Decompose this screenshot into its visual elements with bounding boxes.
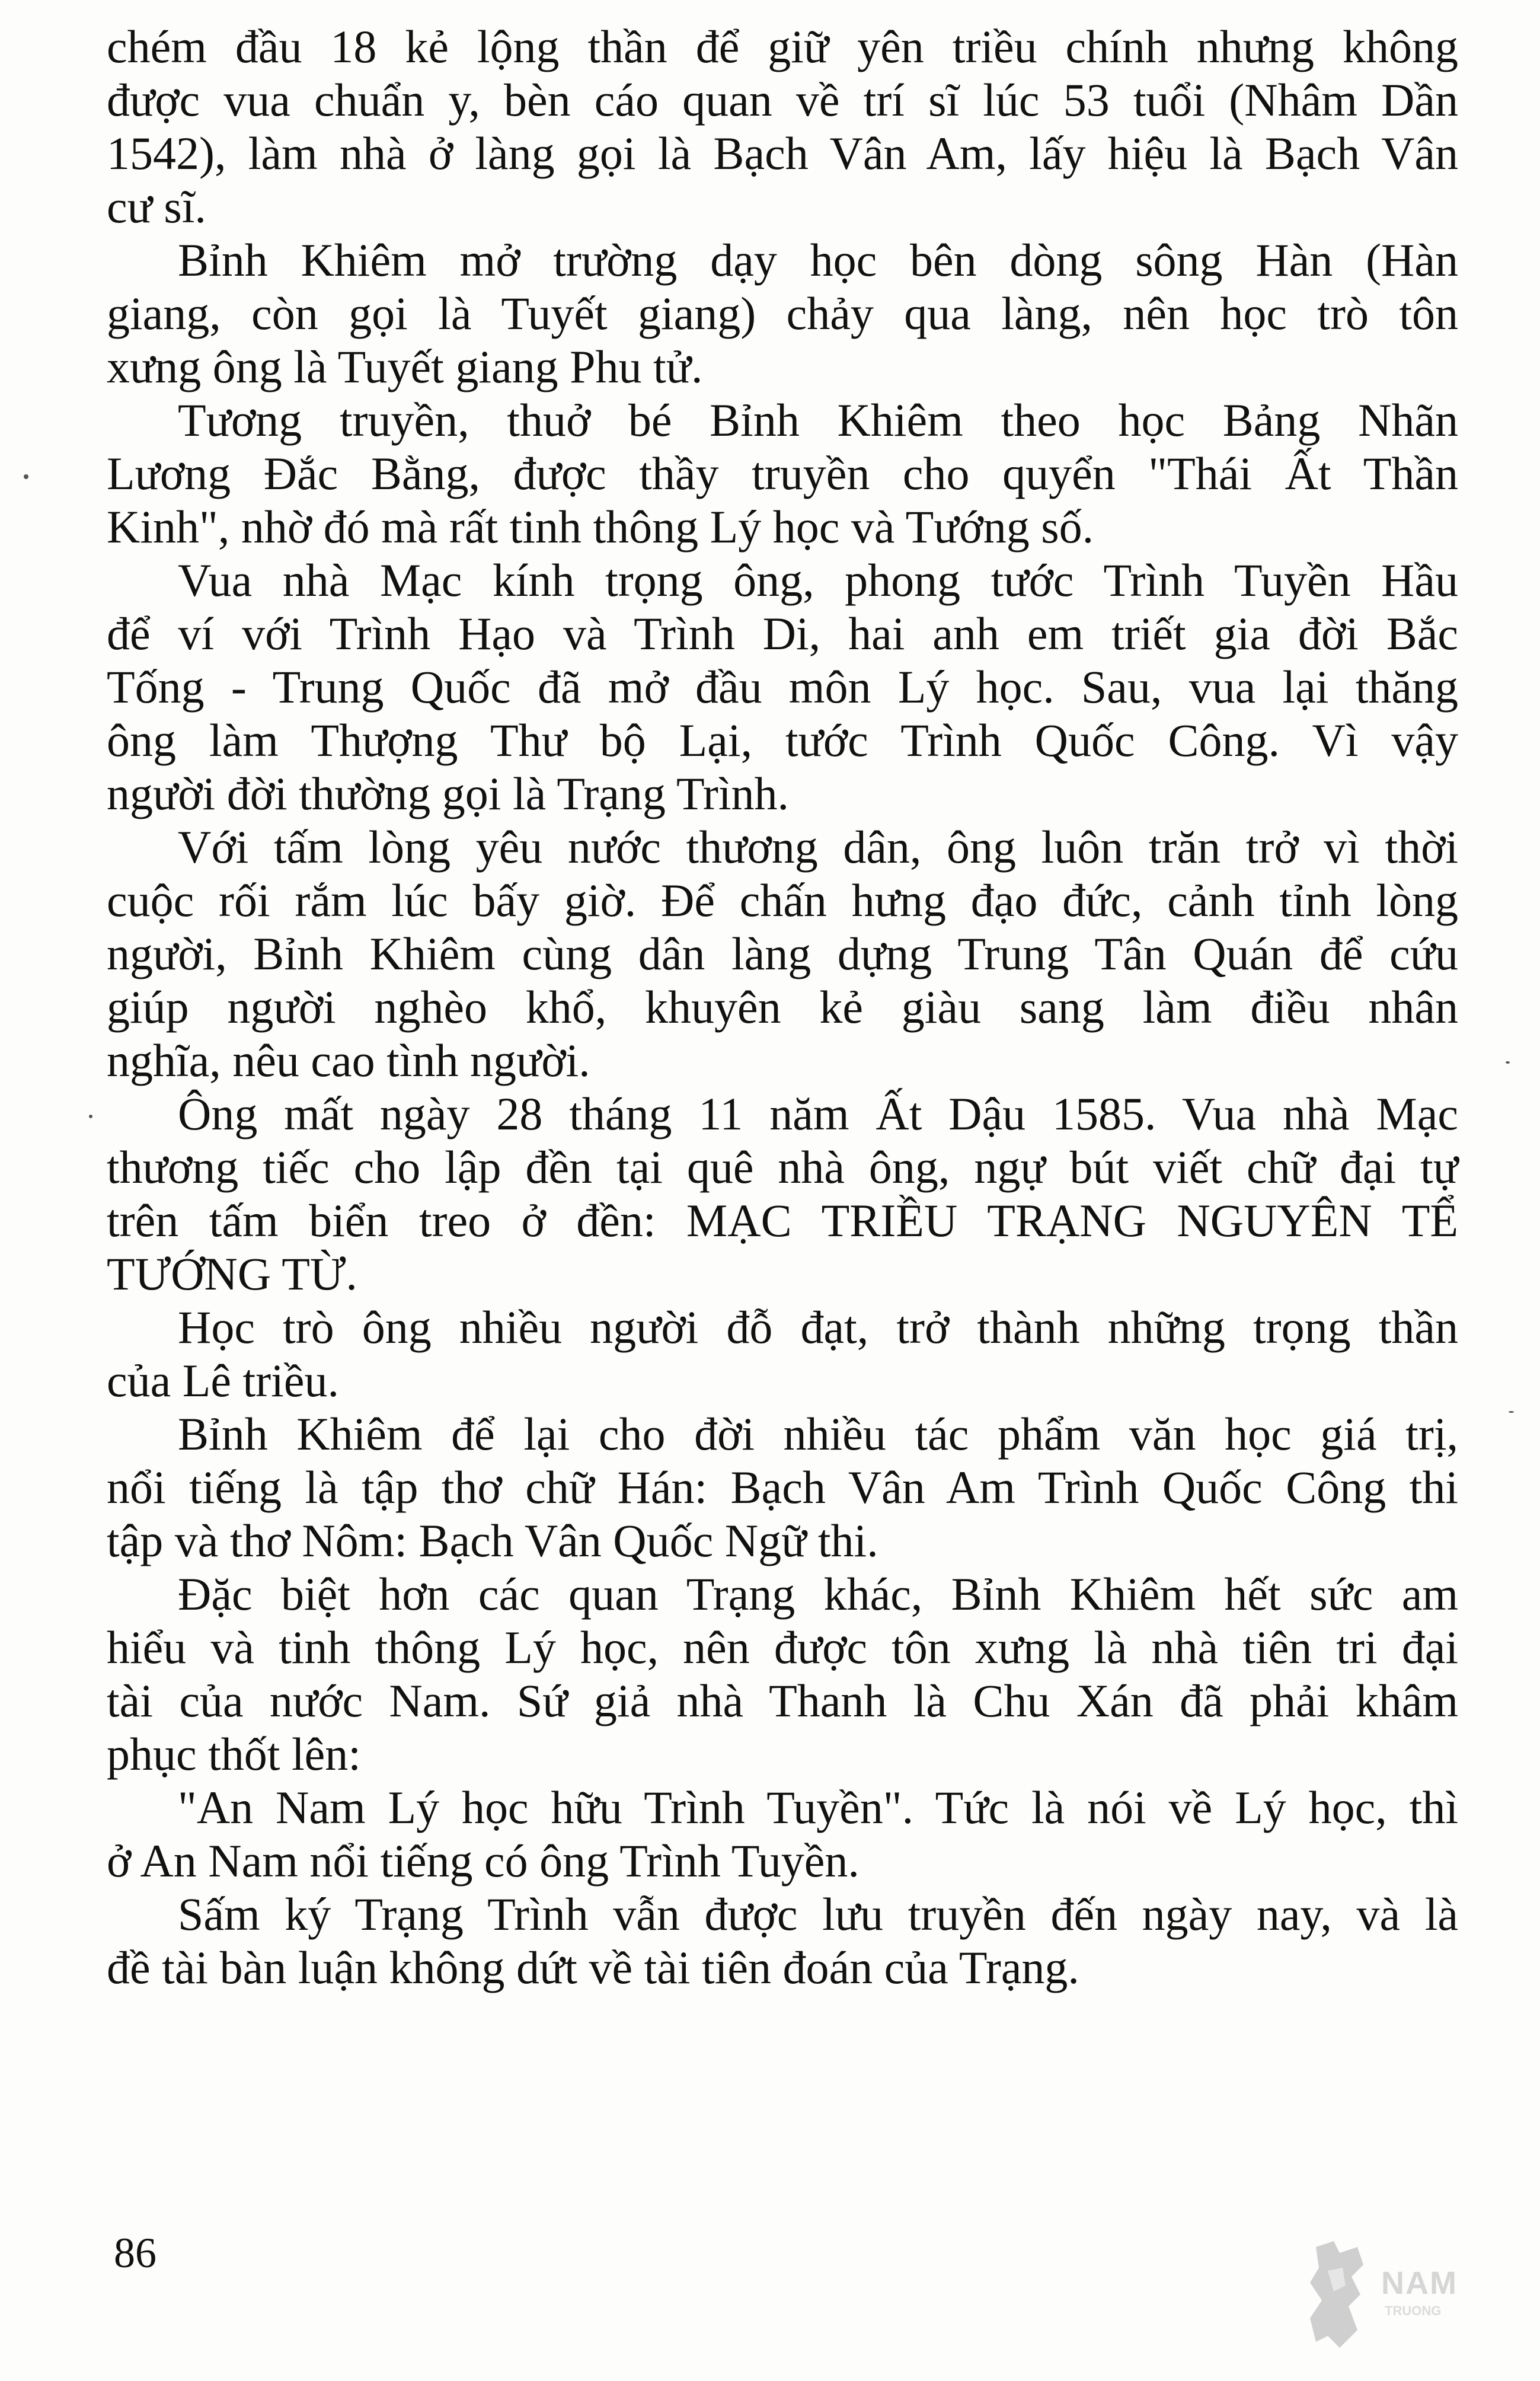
- text-line: của Lê triều.: [107, 1355, 339, 1406]
- text-line: Tương truyền, thuở bé Bỉnh Khiêm theo học Bảng Nhãn: [178, 394, 1458, 446]
- scan-speck: [1506, 1061, 1510, 1064]
- text-line: Kinh", nhờ đó mà rất tinh thông Lý học và Tướng số.: [107, 501, 1094, 553]
- text-line: Bỉnh Khiêm để lại cho đời nhiều tác phẩm văn học giá trị,: [178, 1408, 1458, 1460]
- text-line: Học trò ông nhiều người đỗ đạt, trở thành những trọng thần: [178, 1301, 1458, 1353]
- text-line: phục thốt lên:: [107, 1728, 361, 1780]
- text-line: Tống - Trung Quốc đã mở đầu môn Lý học. Sau, vua lại thăng: [107, 661, 1458, 713]
- text-line: đề tài bàn luận không dứt về tài tiên đoán của Trạng.: [107, 1942, 1079, 1993]
- text-line: tài của nước Nam. Sứ giả nhà Thanh là Chu Xán đã phải khâm: [107, 1675, 1458, 1726]
- text-line: Đặc biệt hơn các quan Trạng khác, Bỉnh Khiêm hết sức am: [178, 1568, 1458, 1620]
- text-line: cuộc rối rắm lúc bấy giờ. Để chấn hưng đạo đức, cảnh tỉnh lòng: [107, 874, 1458, 926]
- scan-speck: [24, 474, 28, 479]
- text-line: để ví với Trình Hạo và Trình Di, hai anh em triết gia đời Bắc: [107, 608, 1458, 659]
- scan-speck: [89, 1115, 92, 1118]
- text-line: "An Nam Lý học hữu Trình Tuyền". Tức là nói về Lý học, thì: [178, 1782, 1458, 1833]
- text-line: trên tấm biển treo ở đền: MẠC TRIỀU TRẠNG NGUYÊN TỂ: [107, 1195, 1458, 1246]
- text-line: nghĩa, nêu cao tình người.: [107, 1035, 590, 1086]
- text-line: Vua nhà Mạc kính trọng ông, phong tước Trình Tuyền Hầu: [178, 554, 1458, 606]
- text-line: 1542), làm nhà ở làng gọi là Bạch Vân Am, lấy hiệu là Bạch Vân: [107, 127, 1458, 179]
- body-text: [107, 20, 1458, 1994]
- text-line: chém đầu 18 kẻ lộng thần để giữ yên triều chính nhưng không: [107, 21, 1458, 72]
- text-line: cư sĩ.: [107, 181, 206, 232]
- text-line: người, Bỉnh Khiêm cùng dân làng dựng Trung Tân Quán để cứu: [107, 928, 1458, 979]
- text-line: tập và thơ Nôm: Bạch Vân Quốc Ngữ thi.: [107, 1515, 878, 1566]
- text-line: hiểu và tinh thông Lý học, nên được tôn xưng là nhà tiên tri đại: [107, 1622, 1458, 1673]
- text-line: Với tấm lòng yêu nước thương dân, ông luôn trăn trở vì thời: [178, 821, 1458, 873]
- text-line: Ông mất ngày 28 tháng 11 năm Ất Dậu 1585. Vua nhà Mạc: [178, 1088, 1458, 1140]
- scan-speck: [1509, 1411, 1514, 1413]
- text-line: xưng ông là Tuyết giang Phu tử.: [107, 341, 703, 392]
- watermark-logo-title: NAM: [1381, 2265, 1458, 2301]
- text-line: được vua chuẩn y, bèn cáo quan về trí sĩ lúc 53 tuổi (Nhâm Dần: [107, 74, 1458, 126]
- text-line: TƯỚNG TỪ.: [107, 1248, 357, 1300]
- text-line: Sấm ký Trạng Trình vẫn được lưu truyền đến ngày nay, và là: [178, 1888, 1458, 1940]
- text-line: ở An Nam nổi tiếng có ông Trình Tuyền.: [107, 1835, 860, 1887]
- text-line: người đời thường gọi là Trạng Trình.: [107, 768, 789, 819]
- text-line: Lương Đắc Bằng, được thầy truyền cho quyển "Thái Ất Thần: [107, 448, 1458, 499]
- watermark-logo-subtitle: TRUONG: [1385, 2303, 1442, 2318]
- page-number: 86: [114, 2229, 156, 2277]
- text-line: giúp người nghèo khổ, khuyên kẻ giàu sang làm điều nhân: [107, 981, 1458, 1033]
- text-line: giang, còn gọi là Tuyết giang) chảy qua làng, nên học trò tôn: [107, 288, 1458, 339]
- text-line: nổi tiếng là tập thơ chữ Hán: Bạch Vân Am Trình Quốc Công thi: [107, 1461, 1458, 1513]
- text-line: ông làm Thượng Thư bộ Lại, tước Trình Quốc Công. Vì vậy: [107, 714, 1458, 766]
- text-line: Bỉnh Khiêm mở trường dạy học bên dòng sông Hàn (Hàn: [178, 234, 1458, 286]
- text-line: thương tiếc cho lập đền tại quê nhà ông, ngự bút viết chữ đại tự: [107, 1141, 1458, 1193]
